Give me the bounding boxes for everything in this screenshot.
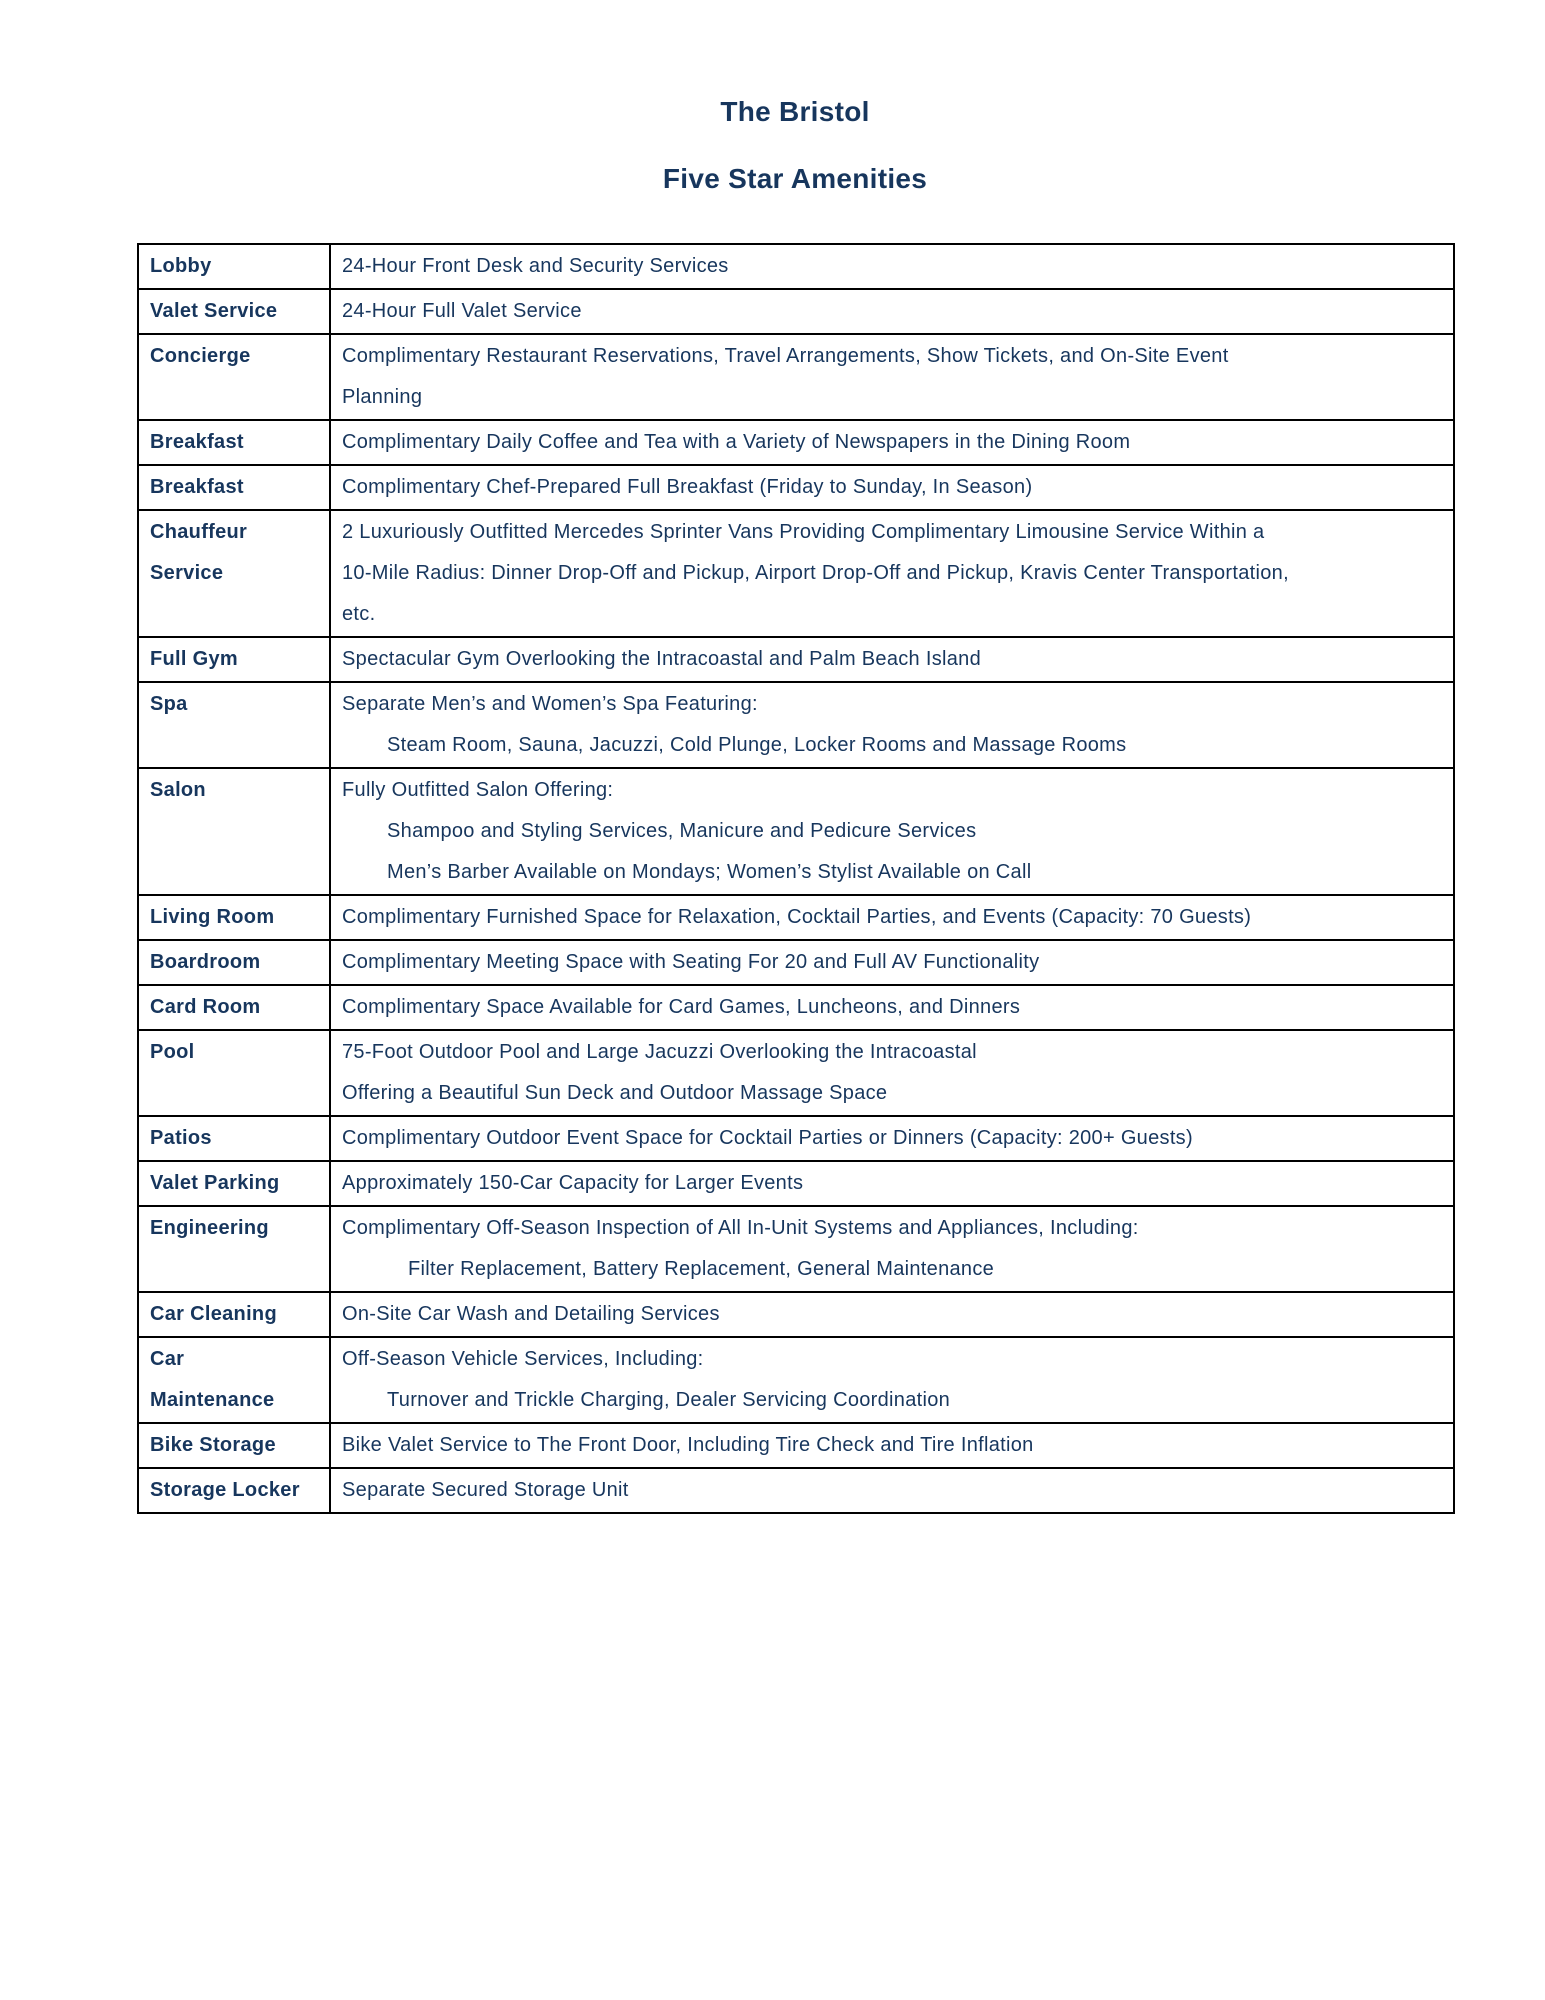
amenity-label-line: Full Gym — [150, 648, 238, 670]
table-row — [138, 420, 1454, 465]
document-header — [137, 97, 1453, 194]
amenity-label-line: Car — [150, 1348, 185, 1370]
amenity-description-cell — [330, 1206, 1454, 1292]
amenity-description-line: etc. — [342, 603, 376, 625]
amenity-description-cell — [330, 465, 1454, 510]
amenity-description-line: Approximately 150-Car Capacity for Larger Events — [342, 1172, 804, 1194]
amenity-description-cell — [330, 1468, 1454, 1513]
table-row — [138, 940, 1454, 985]
table-row — [138, 768, 1454, 895]
amenity-description-cell — [330, 1423, 1454, 1468]
table-row — [138, 1292, 1454, 1337]
amenity-description-line: Steam Room, Sauna, Jacuzzi, Cold Plunge, Locker Rooms and Massage Rooms — [387, 734, 1127, 756]
amenity-label-cell — [138, 985, 330, 1030]
amenity-description-line: Filter Replacement, Battery Replacement, General Maintenance — [408, 1258, 995, 1280]
table-row — [138, 1337, 1454, 1423]
amenity-description-line: Planning — [342, 386, 423, 408]
amenity-description-line: Offering a Beautiful Sun Deck and Outdoor Massage Space — [342, 1082, 888, 1104]
amenity-description-cell — [330, 510, 1454, 637]
table-row — [138, 985, 1454, 1030]
table-row — [138, 334, 1454, 420]
amenities-table-body — [138, 244, 1454, 1513]
amenity-label-line: Card Room — [150, 996, 261, 1018]
amenity-label-cell — [138, 1292, 330, 1337]
table-row — [138, 1116, 1454, 1161]
amenity-label-line: Service — [150, 562, 224, 584]
amenity-label-cell — [138, 1468, 330, 1513]
amenity-description-line: Complimentary Outdoor Event Space for Cocktail Parties or Dinners (Capacity: 200+ Guests) — [342, 1127, 1193, 1149]
amenity-label-line: Car Cleaning — [150, 1303, 277, 1325]
amenity-description-line: Complimentary Furnished Space for Relaxation, Cocktail Parties, and Events (Capacity: 70 Guests) — [342, 906, 1252, 928]
document-subtitle: Five Star Amenities — [662, 163, 928, 194]
amenity-label-line: Lobby — [150, 255, 212, 277]
amenity-description-line: Off-Season Vehicle Services, Including: — [342, 1348, 704, 1370]
amenity-label-cell — [138, 1337, 330, 1423]
table-row — [138, 289, 1454, 334]
amenity-description-cell — [330, 244, 1454, 289]
amenity-description-cell — [330, 1292, 1454, 1337]
table-row — [138, 637, 1454, 682]
amenity-description-cell — [330, 1161, 1454, 1206]
amenity-description-line: On-Site Car Wash and Detailing Services — [342, 1303, 720, 1325]
amenity-description-line: Turnover and Trickle Charging, Dealer Servicing Coordination — [387, 1389, 951, 1411]
amenity-description-line: Men’s Barber Available on Mondays; Women’s Stylist Available on Call — [387, 861, 1032, 883]
amenity-description-line: Separate Secured Storage Unit — [342, 1479, 629, 1501]
amenity-description-cell — [330, 682, 1454, 768]
table-row — [138, 1423, 1454, 1468]
amenity-label-line: Valet Service — [150, 300, 278, 322]
amenity-label-cell — [138, 895, 330, 940]
amenity-description-cell — [330, 1116, 1454, 1161]
amenity-label-cell — [138, 465, 330, 510]
amenity-label-line: Storage Locker — [150, 1479, 300, 1501]
amenity-label-cell — [138, 1423, 330, 1468]
table-row — [138, 465, 1454, 510]
amenity-label-line: Engineering — [150, 1217, 269, 1239]
amenity-description-line: 75-Foot Outdoor Pool and Large Jacuzzi Overlooking the Intracoastal — [342, 1041, 977, 1063]
amenities-table — [137, 243, 1455, 1514]
amenity-label-line: Breakfast — [150, 476, 244, 498]
amenity-label-cell — [138, 637, 330, 682]
amenity-label-line: Patios — [150, 1127, 212, 1149]
amenity-description-cell — [330, 420, 1454, 465]
table-row — [138, 895, 1454, 940]
amenity-description-line: Complimentary Chef-Prepared Full Breakfast (Friday to Sunday, In Season) — [342, 476, 1033, 498]
amenity-description-line: Complimentary Daily Coffee and Tea with a Variety of Newspapers in the Dining Room — [342, 431, 1131, 453]
table-row — [138, 1030, 1454, 1116]
amenity-label-line: Living Room — [150, 906, 275, 928]
table-row — [138, 510, 1454, 637]
amenity-label-cell — [138, 1206, 330, 1292]
amenity-label-cell — [138, 420, 330, 465]
table-row — [138, 682, 1454, 768]
amenity-description-line: Separate Men’s and Women’s Spa Featuring: — [342, 693, 758, 715]
amenity-description-cell — [330, 1337, 1454, 1423]
amenity-description-line: Shampoo and Styling Services, Manicure and Pedicure Services — [387, 820, 977, 842]
amenity-description-cell — [330, 334, 1454, 420]
document-title: The Bristol — [720, 96, 870, 127]
amenity-label-line: Maintenance — [150, 1389, 275, 1411]
amenity-label-cell — [138, 1030, 330, 1116]
amenity-description-cell — [330, 768, 1454, 895]
amenity-label-cell — [138, 682, 330, 768]
amenity-description-cell — [330, 895, 1454, 940]
table-row — [138, 1161, 1454, 1206]
amenity-label-line: Pool — [150, 1041, 195, 1063]
amenity-description-line: Complimentary Restaurant Reservations, Travel Arrangements, Show Tickets, and On-Site Event — [342, 345, 1229, 367]
amenity-description-cell — [330, 289, 1454, 334]
amenity-description-line: Spectacular Gym Overlooking the Intracoastal and Palm Beach Island — [342, 648, 982, 670]
amenity-label-line: Boardroom — [150, 951, 261, 973]
amenity-label-cell — [138, 1116, 330, 1161]
amenity-label-cell — [138, 1161, 330, 1206]
amenity-label-line: Spa — [150, 693, 188, 715]
amenity-description-line: 24-Hour Full Valet Service — [342, 300, 582, 322]
amenity-description-line: Complimentary Off-Season Inspection of All In-Unit Systems and Appliances, Including: — [342, 1217, 1139, 1239]
amenity-description-line: 10-Mile Radius: Dinner Drop-Off and Pickup, Airport Drop-Off and Pickup, Kravis Center Transportation, — [342, 562, 1289, 584]
amenity-label-line: Chauffeur — [150, 521, 248, 543]
table-row — [138, 1206, 1454, 1292]
amenity-description-cell — [330, 1030, 1454, 1116]
amenity-description-cell — [330, 940, 1454, 985]
amenity-label-cell — [138, 510, 330, 637]
amenity-description-cell — [330, 985, 1454, 1030]
amenity-label-cell — [138, 244, 330, 289]
amenity-description-line: 2 Luxuriously Outfitted Mercedes Sprinter Vans Providing Complimentary Limousine Service Within a — [342, 521, 1265, 543]
amenity-label-line: Bike Storage — [150, 1434, 276, 1456]
amenity-label-cell — [138, 940, 330, 985]
amenity-label-line: Salon — [150, 779, 206, 801]
amenity-label-cell — [138, 768, 330, 895]
table-row — [138, 1468, 1454, 1513]
amenity-description-cell — [330, 637, 1454, 682]
amenity-description-line: 24-Hour Front Desk and Security Services — [342, 255, 729, 277]
amenity-description-line: Bike Valet Service to The Front Door, Including Tire Check and Tire Inflation — [342, 1434, 1034, 1456]
amenity-description-line: Complimentary Space Available for Card Games, Luncheons, and Dinners — [342, 996, 1021, 1018]
amenity-label-cell — [138, 289, 330, 334]
amenity-label-line: Breakfast — [150, 431, 244, 453]
amenity-description-line: Fully Outfitted Salon Offering: — [342, 779, 614, 801]
amenity-label-line: Valet Parking — [150, 1172, 280, 1194]
amenity-label-line: Concierge — [150, 345, 251, 367]
amenity-label-cell — [138, 334, 330, 420]
amenity-description-line: Complimentary Meeting Space with Seating For 20 and Full AV Functionality — [342, 951, 1040, 973]
table-row — [138, 244, 1454, 289]
